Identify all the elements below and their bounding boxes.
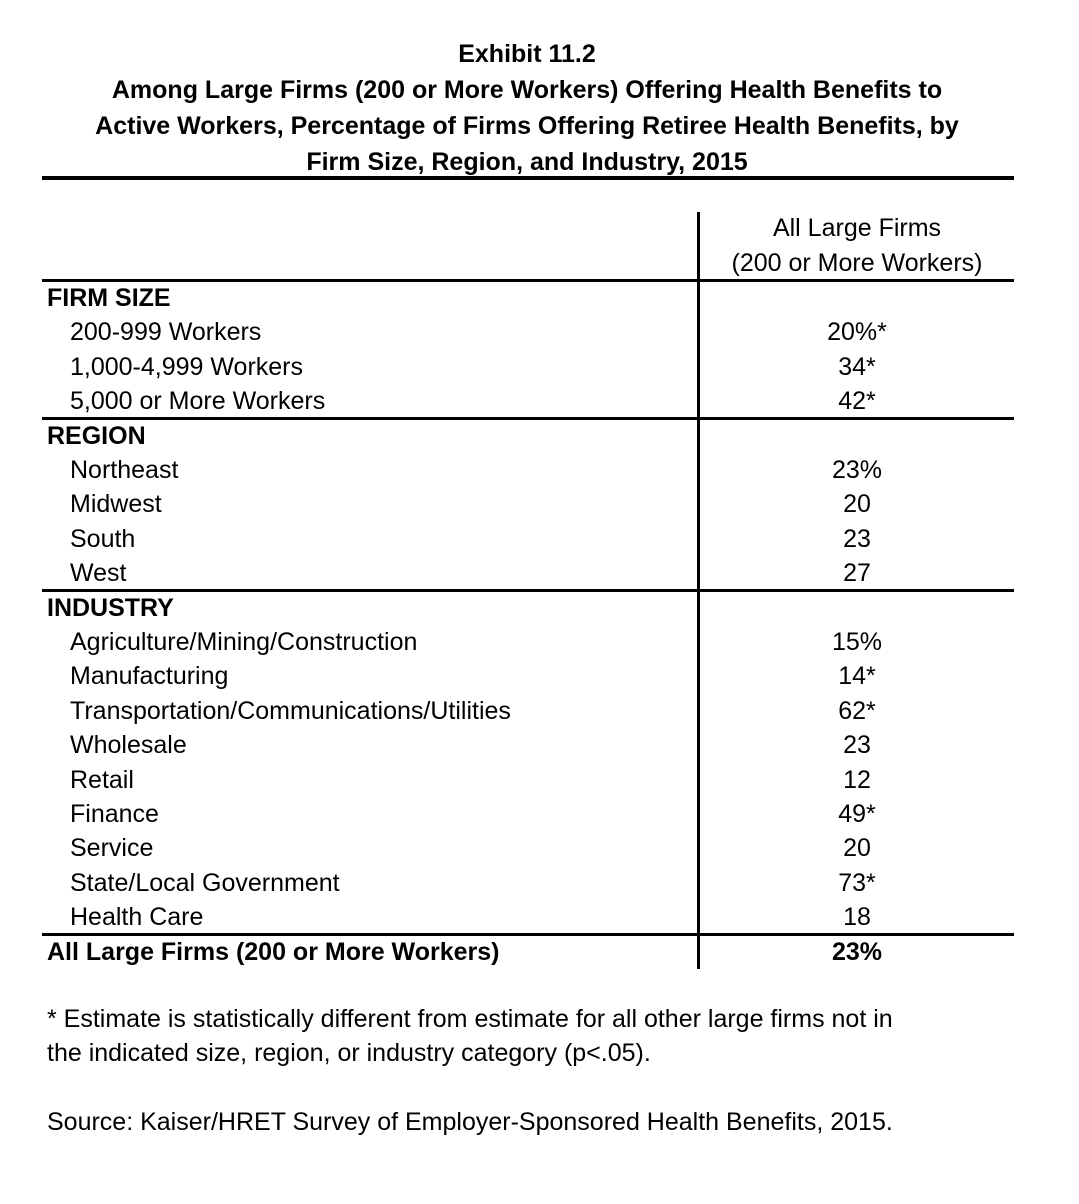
section-header-row — [42, 591, 1014, 625]
table-row — [42, 694, 1014, 728]
row-label: South — [70, 524, 136, 553]
table-row — [42, 797, 1014, 831]
row-label: Retail — [70, 765, 134, 794]
row-value: 34* — [838, 352, 876, 381]
table-row — [42, 384, 1014, 418]
row-label: Agriculture/Mining/Construction — [70, 628, 418, 656]
row-label: 200-999 Workers — [70, 318, 262, 347]
source-note: Source: Kaiser/HRET Survey of Employer-Sponsored Health Benefits, 2015. — [47, 1108, 893, 1136]
table-row — [42, 659, 1014, 693]
row-value: 14* — [838, 662, 876, 691]
row-label: Midwest — [70, 490, 162, 519]
row-value: 20 — [843, 834, 871, 863]
exhibit-title — [0, 36, 1054, 180]
total-row — [42, 935, 1014, 969]
row-label: Transportation/Communications/Utilities — [70, 696, 511, 725]
table-row — [42, 556, 1014, 590]
footnote-line-1: * Estimate is statistically different from estimate for all other large firms not in — [47, 1005, 893, 1033]
row-value: 20%* — [827, 318, 887, 347]
row-label: Manufacturing — [70, 662, 229, 691]
section-header-row — [42, 419, 1014, 453]
table-row — [42, 625, 1014, 659]
title-divider — [42, 176, 1014, 180]
row-label: West — [70, 559, 127, 588]
table-row — [42, 487, 1014, 521]
row-label: Northeast — [70, 456, 179, 484]
row-value: 18 — [843, 903, 871, 932]
row-label: Health Care — [70, 903, 204, 932]
row-value: 23 — [843, 731, 871, 760]
row-label: Finance — [70, 800, 159, 828]
row-label: All Large Firms (200 or More Workers) — [47, 937, 500, 966]
table-row — [42, 763, 1014, 797]
title-line-3: Firm Size, Region, and Industry, 2015 — [306, 148, 748, 176]
footnote — [47, 1002, 1007, 1070]
row-value: 62* — [838, 696, 876, 725]
row-value: 23% — [831, 937, 883, 966]
row-value: 12 — [843, 765, 871, 794]
row-label: Service — [70, 834, 154, 863]
table-row — [42, 453, 1014, 487]
table-row — [42, 831, 1014, 865]
table-row — [42, 728, 1014, 762]
title-line-2: Active Workers, Percentage of Firms Offering Retiree Health Benefits, by — [95, 112, 959, 140]
table-row — [42, 350, 1014, 384]
section-label: FIRM SIZE — [47, 284, 171, 312]
column-header-line-2: (200 or More Workers) — [731, 249, 983, 277]
row-value: 27 — [843, 559, 871, 588]
exhibit-number: Exhibit 11.2 — [458, 40, 596, 68]
section-label: REGION — [47, 421, 146, 450]
table-row — [42, 900, 1014, 934]
column-header-line-1: All Large Firms — [772, 214, 942, 242]
row-value: 49* — [838, 800, 876, 828]
row-value: 42* — [838, 387, 876, 416]
table-row — [42, 866, 1014, 900]
row-value: 23% — [831, 456, 883, 484]
row-value: 20 — [843, 490, 871, 519]
section-header-row — [42, 281, 1014, 315]
table-row — [42, 522, 1014, 556]
section-label: INDUSTRY — [47, 593, 174, 622]
row-label: 1,000-4,999 Workers — [70, 352, 303, 381]
row-label: State/Local Government — [70, 868, 340, 897]
footnote-line-2: the indicated size, region, or industry category (p<.05). — [47, 1039, 651, 1067]
row-label: 5,000 or More Workers — [70, 387, 326, 416]
row-value: 23 — [843, 524, 871, 553]
title-line-1: Among Large Firms (200 or More Workers) Offering Health Benefits to — [111, 76, 943, 104]
table-row — [42, 315, 1014, 349]
row-value: 73* — [838, 868, 876, 897]
row-label: Wholesale — [70, 731, 187, 760]
row-value: 15% — [831, 628, 883, 656]
